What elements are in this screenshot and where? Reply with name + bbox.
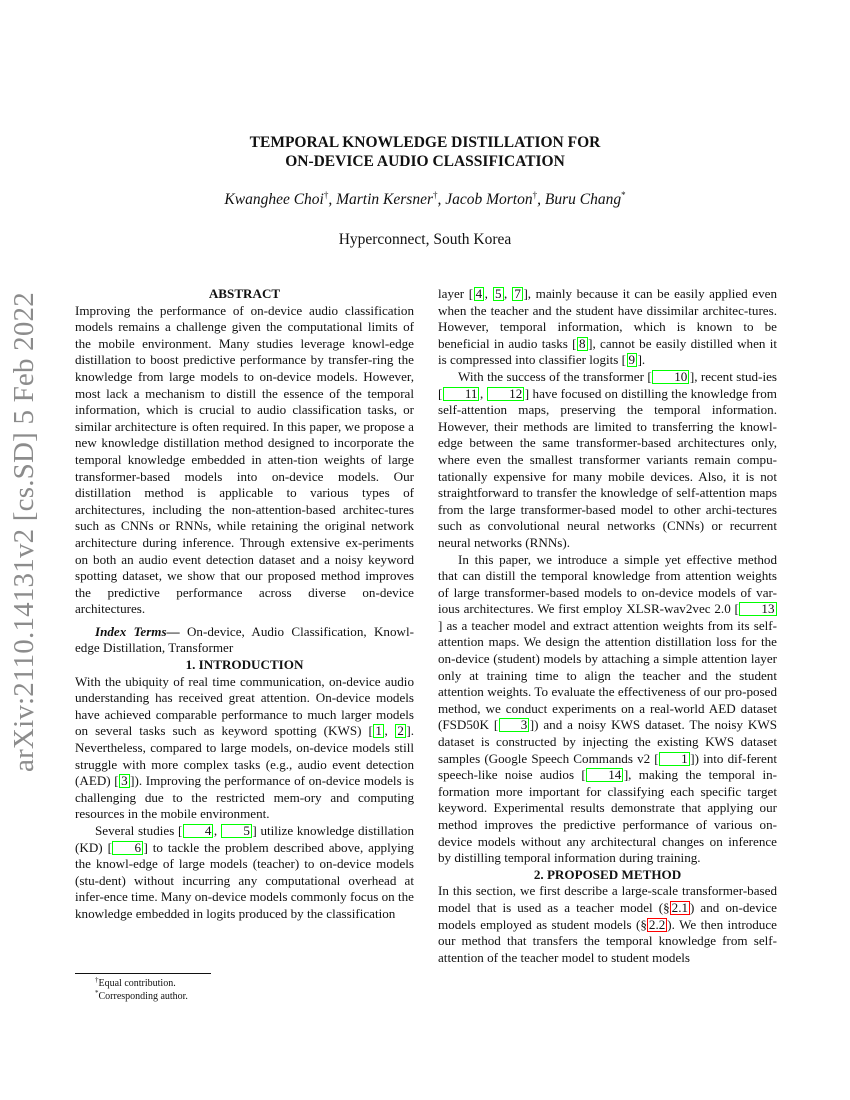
- text-run: In this section, we first describe a large-scale transformer-based model that is used as a teacher model (§: [438, 883, 777, 915]
- text-run: layer [: [438, 286, 474, 301]
- citation-link[interactable]: 5: [221, 824, 252, 838]
- text-run: With the success of the transformer [: [458, 368, 652, 384]
- footnote-mark: *: [95, 989, 99, 997]
- arxiv-identifier-stamp[interactable]: arXiv:2110.14131v2 [cs.SD] 5 Feb 2022: [8, 292, 40, 772]
- citation-link[interactable]: 6: [112, 841, 143, 855]
- text-run: ] have focused on distilling the knowledge from self-attention maps, preserving the temporal information. However, their methods are limited to transferring the knowl-edge between the same transformer-based architectures only, where even the smallest transformer variants remain compu-tationally expensive for many mobile devices. Also, it is not straightforward to transfer the knowledge of self-attention maps from the large transformer-based model to other archi-tectures such as convolutional neural networks (CNNs) or recurrent neural networks (RNNs).: [438, 385, 777, 550]
- section-heading-proposed-method: 2. PROPOSED METHOD: [533, 866, 682, 882]
- text-run: ] as a teacher model and extract attention weights from its self-attention maps. We design the attention distillation loss for the on-device (student) models by attaching a simple attention layer only at training time to align the teacher and the student attention weights. To evaluate the effectiveness of our pro-posed method, we conduct experiments on a real-world AED dataset (FSD50K [: [438, 617, 777, 733]
- author-name: Jacob Morton: [445, 191, 533, 208]
- text-run: ) and on-device models employed as student models (§: [438, 899, 777, 932]
- author-name: Buru Chang: [544, 191, 622, 208]
- citation-link[interactable]: 12: [487, 387, 524, 401]
- footnote-corresponding-author: [95, 990, 188, 1003]
- text-run: ]) and a noisy KWS dataset. The noisy KWS dataset is constructed by injecting the existing KWS dataset samples (Google Speech Commands v2 [: [438, 717, 777, 766]
- text-run: ,: [479, 385, 487, 401]
- citation-link[interactable]: 3: [499, 718, 530, 732]
- method-paragraph-1: [438, 883, 777, 966]
- left-column: [75, 286, 414, 923]
- author-mark: *: [621, 190, 626, 200]
- text-run: ] to tackle the problem described above, applying the knowl-edge of large models (teacher) to on-device models (stu-dent) without incurring any computational overhead at infer-ence time. Many on-device models commonly focus on the knowledge embedded in logits produced by the classification: [75, 839, 414, 921]
- title-line-1: TEMPORAL KNOWLEDGE DISTILLATION FOR: [249, 134, 601, 151]
- citation-link[interactable]: 7: [514, 286, 521, 301]
- citation-link[interactable]: 8: [579, 335, 586, 351]
- citation-link[interactable]: 11: [443, 387, 480, 401]
- text-run: ]) into dif-ferent speech-like noise audios [: [438, 750, 778, 783]
- text-run: ], making the temporal in-formation more important for classifying each specific target keyword. Experimental results demonstrate that applying our method improves the predictive performance of various on-device models without any architectural changes on inference by distilling temporal information during training.: [438, 767, 778, 866]
- citation-link[interactable]: 4: [475, 286, 483, 301]
- text-run: ], cannot be easily distilled when it is compressed into classifier logits [: [438, 335, 778, 368]
- text-run: ], recent stud-ies [: [438, 368, 777, 401]
- citation-link[interactable]: 9: [628, 352, 636, 368]
- index-terms: [75, 624, 414, 657]
- abstract-heading: ABSTRACT: [208, 286, 281, 301]
- footnote-text: Corresponding author.: [98, 991, 188, 1002]
- affiliation: Hyperconnect, South Korea: [338, 231, 512, 248]
- footnotes: [95, 977, 188, 1003]
- footnote-text: Equal contribution.: [98, 978, 176, 989]
- paper-title: [0, 133, 850, 171]
- citation-link[interactable]: 5: [495, 286, 502, 301]
- intro-paragraph-2-continued: [438, 286, 777, 369]
- text-run: ,: [504, 286, 512, 301]
- citation-link[interactable]: 1: [375, 723, 382, 739]
- right-column: [438, 286, 777, 966]
- citation-link[interactable]: 1: [659, 752, 690, 766]
- text-run: ]. Nevertheless, compared to large models, on-device models still struggle with more complex tasks (e.g., audio event detection (AED) [: [75, 723, 414, 789]
- footnote-mark: †: [95, 976, 99, 984]
- title-line-2: ON-DEVICE AUDIO CLASSIFICATION: [285, 153, 565, 170]
- abstract-text: Improving the performance of on-device audio classification models remains a challenge given the computational limits of the mobile environment. Many studies leverage knowl-edge distillation to boost predictive performance by transfer-ring the knowledge from large models to on-device models. However, most lack a mechanism to distill the essence of the temporal information, which is crucial to audio classification tasks, or similar architecture is often required. In this paper, we propose a new knowledge distillation method designed to incorporate the temporal knowledge embedded in atten-tion weights of large transformer-based models into on-device models. Our distillation method is applicable to various types of architectures, including the non-attention-based architec-tures such as CNNs or RNNs, while retaining the original network architecture during inference. Through extensive ex-periments on both an audio event detection dataset and a noisy keyword spotting dataset, we show that our proposed method improves the predictive performance across diverse on-device architectures.: [75, 302, 414, 617]
- author-mark: †: [323, 190, 329, 200]
- citation-link[interactable]: 2: [397, 723, 404, 739]
- text-run: ] utilize knowledge distillation (KD) [: [75, 823, 414, 855]
- footnote-divider: [75, 973, 211, 974]
- intro-paragraph-3: [438, 369, 777, 552]
- text-run: In this paper, we introduce a simple yet effective method that can distill the temporal knowledge from attention weights of large transformer-based models to on-device models of var-ious architectures. We first employ XLSR-wav2vec 2.0 [: [438, 551, 777, 617]
- intro-paragraph-1: [75, 674, 414, 823]
- author-name: Kwanghee Choi: [224, 191, 324, 208]
- text-run: With the ubiquity of real time communication, on-device audio understanding has received great attention. On-device models have achieved comparable performance to much larger models on several tasks such as keyword spotting (KWS) [: [75, 673, 414, 739]
- citation-link[interactable]: 4: [183, 824, 214, 838]
- index-terms-list: On-device, Audio Classification, Knowl-edge Distillation, Transformer: [75, 623, 414, 656]
- citation-link[interactable]: 13: [739, 602, 776, 616]
- author-name: Martin Kersner: [336, 191, 433, 208]
- text-run: ,: [484, 286, 493, 301]
- author-mark: †: [532, 190, 538, 200]
- text-run: ). We then introduce our method that transfers the temporal knowledge from self-attention of the teacher model to student models: [438, 916, 777, 965]
- text-run: ], mainly because it can be easily applied even when the teacher and the student have dissimilar architec-tures. However, temporal information, which is known to be beneficial in audio tasks [: [438, 286, 778, 351]
- text-run: ,: [213, 823, 221, 838]
- index-terms-label: Index Terms—: [95, 623, 180, 639]
- text-run: ].: [637, 352, 646, 368]
- citation-link[interactable]: 10: [652, 370, 689, 384]
- footnote-equal-contribution: [95, 977, 188, 990]
- text-run: Several studies [: [95, 823, 183, 838]
- citation-link[interactable]: 3: [121, 773, 128, 789]
- section-heading-introduction: 1. INTRODUCTION: [185, 657, 304, 673]
- section-reference-link[interactable]: 2.1: [671, 899, 689, 915]
- citation-link[interactable]: 14: [586, 768, 623, 782]
- author-list: Kwanghee Choi†, Martin Kersner†, Jacob Morton†, Buru Chang*: [224, 190, 626, 208]
- intro-paragraph-2: [75, 823, 414, 923]
- text-run: ]). Improving the performance of on-device models is challenging due to the restricted mem-ory and computing resources in the mobile environment.: [75, 773, 415, 822]
- text-run: ,: [384, 723, 395, 739]
- intro-paragraph-4: [438, 552, 777, 867]
- author-mark: †: [432, 190, 438, 200]
- section-reference-link[interactable]: 2.2: [648, 916, 666, 932]
